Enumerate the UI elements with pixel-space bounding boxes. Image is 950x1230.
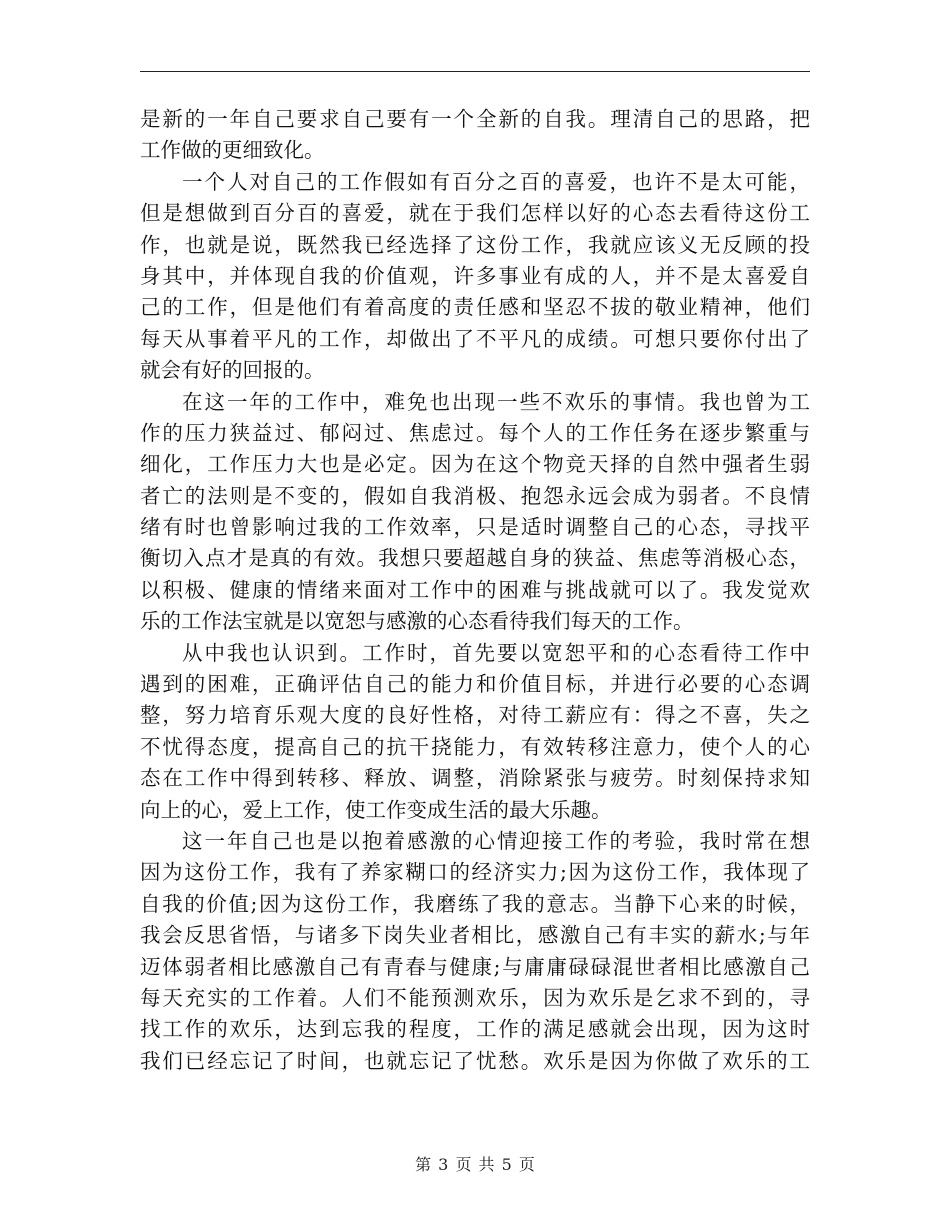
text-line: 我们已经忘记了时间，也就忘记了忧愁。欢乐是因为你做了欢乐的工 — [140, 1048, 810, 1073]
text-line: 每天充实的工作着。人们不能预测欢乐，因为欢乐是乞求不到的，寻 — [140, 985, 810, 1010]
text-line: 是新的一年自己要求自己要有一个全新的自我。理清自己的思路，把 — [140, 107, 810, 131]
text-line: 绪有时也曾影响过我的工作效率，只是适时调整自己的心态，寻找平 — [140, 515, 810, 540]
text-line: 工作做的更细致化。 — [140, 138, 325, 163]
text-line: 作，也就是说，既然我已经选择了这份工作，我就应该义无反顾的投 — [140, 232, 810, 257]
text-line: 遇到的困难，正确评估自己的能力和价值目标，并进行必要的心态调 — [140, 672, 810, 697]
text-line: 身其中，并体现自我的价值观，许多事业有成的人，并不是太喜爱自 — [140, 263, 810, 288]
text-line: 乐的工作法宝就是以宽恕与感激的心态看待我们每天的工作。 — [140, 609, 694, 634]
text-line: 作的压力狭益过、郁闷过、焦虑过。每个人的工作任务在逐步繁重与 — [140, 420, 810, 445]
text-line: 找工作的欢乐，达到忘我的程度，工作的满足感就会出现，因为这时 — [140, 1017, 810, 1042]
text-line: 以积极、健康的情绪来面对工作中的困难与挑战就可以了。我发觉欢 — [140, 577, 810, 602]
text-line: 态在工作中得到转移、释放、调整，消除紧张与疲劳。时刻保持求知 — [140, 766, 810, 791]
text-line: 自我的价值;因为这份工作，我磨练了我的意志。当静下心来的时候， — [140, 891, 810, 916]
text-line: 因为这份工作，我有了养家糊口的经济实力;因为这份工作，我体现了 — [140, 860, 810, 885]
text-line: 在这一年的工作中，难免也出现一些不欢乐的事情。我也曾为工 — [182, 389, 810, 414]
page-number-footer: 第 3 页 共 5 页 — [415, 1155, 535, 1174]
text-line: 己的工作，但是他们有着高度的责任感和坚忍不拔的敬业精神，他们 — [140, 295, 810, 320]
text-line: 细化，工作压力大也是必定。因为在这个物竞天择的自然中强者生弱 — [140, 452, 810, 477]
text-line: 但是想做到百分百的喜爱，就在于我们怎样以好的心态去看待这份工 — [140, 201, 810, 226]
text-line: 从中我也认识到。工作时，首先要以宽恕平和的心态看待工作中 — [182, 640, 810, 665]
text-line: 一个人对自己的工作假如有百分之百的喜爱，也许不是太可能， — [182, 169, 810, 194]
text-line: 整，努力培育乐观大度的良好性格，对待工薪应有：得之不喜，失之 — [140, 703, 810, 728]
text-line: 迈体弱者相比感激自己有青春与健康;与庸庸碌碌混世者相比感激自己 — [140, 954, 810, 979]
text-line: 每天从事着平凡的工作，却做出了不平凡的成绩。可想只要你付出了 — [140, 326, 810, 351]
document-body — [140, 104, 810, 1077]
text-line: 衡切入点才是真的有效。我想只要超越自身的狭益、焦虑等消极心态， — [140, 546, 810, 571]
text-line: 者亡的法则是不变的，假如自我消极、抱怨永远会成为弱者。不良情 — [140, 483, 810, 508]
text-line: 我会反思省悟，与诸多下岗失业者相比，感激自己有丰实的薪水;与年 — [140, 923, 810, 948]
text-line: 不忧得态度，提高自己的抗干挠能力，有效转移注意力，使个人的心 — [140, 734, 810, 759]
text-line: 这一年自己也是以抱着感激的心情迎接工作的考验，我时常在想 — [182, 828, 810, 853]
header-rule — [140, 71, 810, 72]
text-line: 就会有好的回报的。 — [140, 358, 325, 383]
text-line: 向上的心，爱上工作，使工作变成生活的最大乐趣。 — [140, 797, 612, 822]
